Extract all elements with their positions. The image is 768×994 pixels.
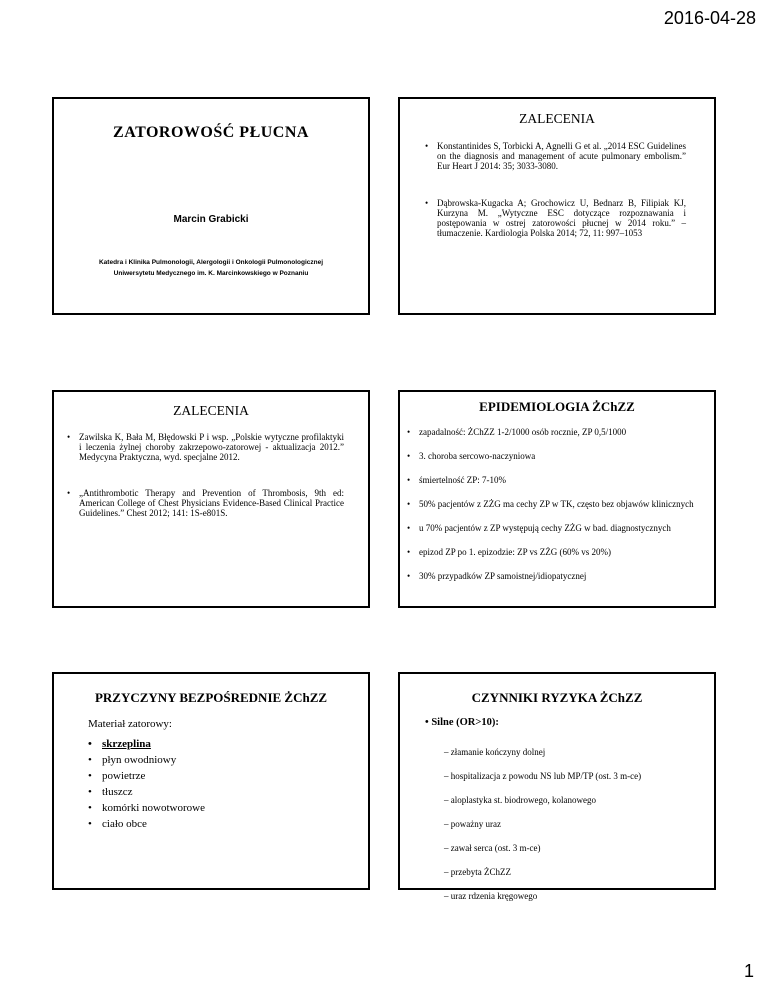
list-item: • u 70% pacjentów z ZP występują cechy ZŻG w bad. diagnostycznych (407, 516, 706, 540)
list-item: • komórki nowotworowe (88, 800, 205, 816)
slide-zalecenia-2 (52, 390, 370, 608)
list-item: • Konstantinides S, Torbicki A, Agnelli G et al. „2014 ESC Guidelines on the diagnosis and management of acute pulmonary embolism.” Eur Heart J 2014: 35; 3033-3080. (425, 141, 686, 171)
slide-heading: EPIDEMIOLOGIA ŻChZZ (479, 399, 635, 414)
institution (54, 257, 368, 279)
list-item: • Dąbrowska-Kugacka A; Grochowicz U, Bednarz B, Filipiak KJ, Kurzyna M. „Wytyczne ESC dotyczące rozpoznawania i postępowania w ostrej zatorowości płucnej w 2014 roku.” – tłumaczenie. Kardiologia Polska 2014; 72, 11: 997–1053 (425, 198, 686, 238)
reference-list (67, 432, 344, 544)
sub-list (444, 740, 641, 908)
list-item: • ciało obce (88, 816, 205, 832)
list-item: – uraz rdzenia kręgowego (444, 884, 641, 908)
list-item: • 50% pacjentów z ZŻG ma cechy ZP w TK, często bez objawów klinicznych (407, 492, 706, 516)
list-item: – złamanie kończyny dolnej (444, 740, 641, 764)
list-item: • „Antithrombotic Therapy and Prevention of Thrombosis, 9th ed: American College of Chest Physicians Evidence-Based Clinical Practice Guidelines.” Chest 2012; 141: 1S-e801S. (67, 488, 344, 518)
category-label: • Silne (OR>10): (425, 717, 499, 728)
list-item: – hospitalizacja z powodu NS lub MP/TP (ost. 3 m-ce) (444, 764, 641, 788)
slide-zalecenia-1 (398, 97, 716, 315)
slide-przyczyny (52, 672, 370, 890)
list-item: – poważny uraz (444, 812, 641, 836)
list-item: • tłuszcz (88, 784, 205, 800)
list-item: • płyn owodniowy (88, 752, 205, 768)
list-item: • zapadalność: ŻChZZ 1-2/1000 osób rocznie, ZP 0,5/1000 (407, 420, 706, 444)
slide-epidemiologia (398, 390, 716, 608)
slide-heading: ZALECENIA (519, 111, 595, 126)
list-item: • 3. choroba sercowo-naczyniowa (407, 444, 706, 468)
list-item: – aloplastyka st. biodrowego, kolanowego (444, 788, 641, 812)
list-item: – zawał serca (ost. 3 m-ce) (444, 836, 641, 860)
slide-title (52, 97, 370, 315)
institution-line-1: Katedra i Klinika Pulmonologii, Alergologii i Onkologii Pulmonologicznej (98, 259, 324, 266)
reference-list (425, 141, 686, 265)
page-number: 1 (743, 961, 754, 981)
presentation-title: ZATOROWOŚĆ PŁUCNA (113, 124, 309, 141)
list-item: • Zawilska K, Bała M, Błędowski P i wsp. „Polskie wytyczne profilaktyki i leczenia żylnej choroby zakrzepowo-zatorowej - aktualizacja 2012.” Medycyna Praktyczna, wyd. specjalne 2012. (67, 432, 344, 462)
slide-czynniki-ryzyka (398, 672, 716, 901)
slide-heading: PRZYCZYNY BEZPOŚREDNIE ŻChZZ (94, 690, 328, 705)
list-item: • skrzeplina (88, 736, 205, 752)
bullet-list (407, 420, 706, 588)
author-name: Marcin Grabicki (173, 214, 249, 225)
slide-heading: CZYNNIKI RYZYKA ŻChZZ (471, 690, 643, 705)
list-item: • śmiertelność ZP: 7-10% (407, 468, 706, 492)
institution-line-2: Uniwersytetu Medycznego im. K. Marcinkowskiego w Poznaniu (113, 270, 309, 277)
list-item: • 30% przypadków ZP samoistnej/idiopatycznej (407, 564, 706, 588)
list-item: • epizod ZP po 1. epizodzie: ZP vs ZŻG (60% vs 20%) (407, 540, 706, 564)
list-lead: Materiał zatorowy: (88, 718, 172, 730)
bullet-list (88, 736, 205, 832)
header-date: 2016-04-28 (663, 8, 756, 28)
list-item: • powietrze (88, 768, 205, 784)
list-item: – przebyta ŻChZZ (444, 860, 641, 884)
slide-heading: ZALECENIA (173, 403, 249, 418)
